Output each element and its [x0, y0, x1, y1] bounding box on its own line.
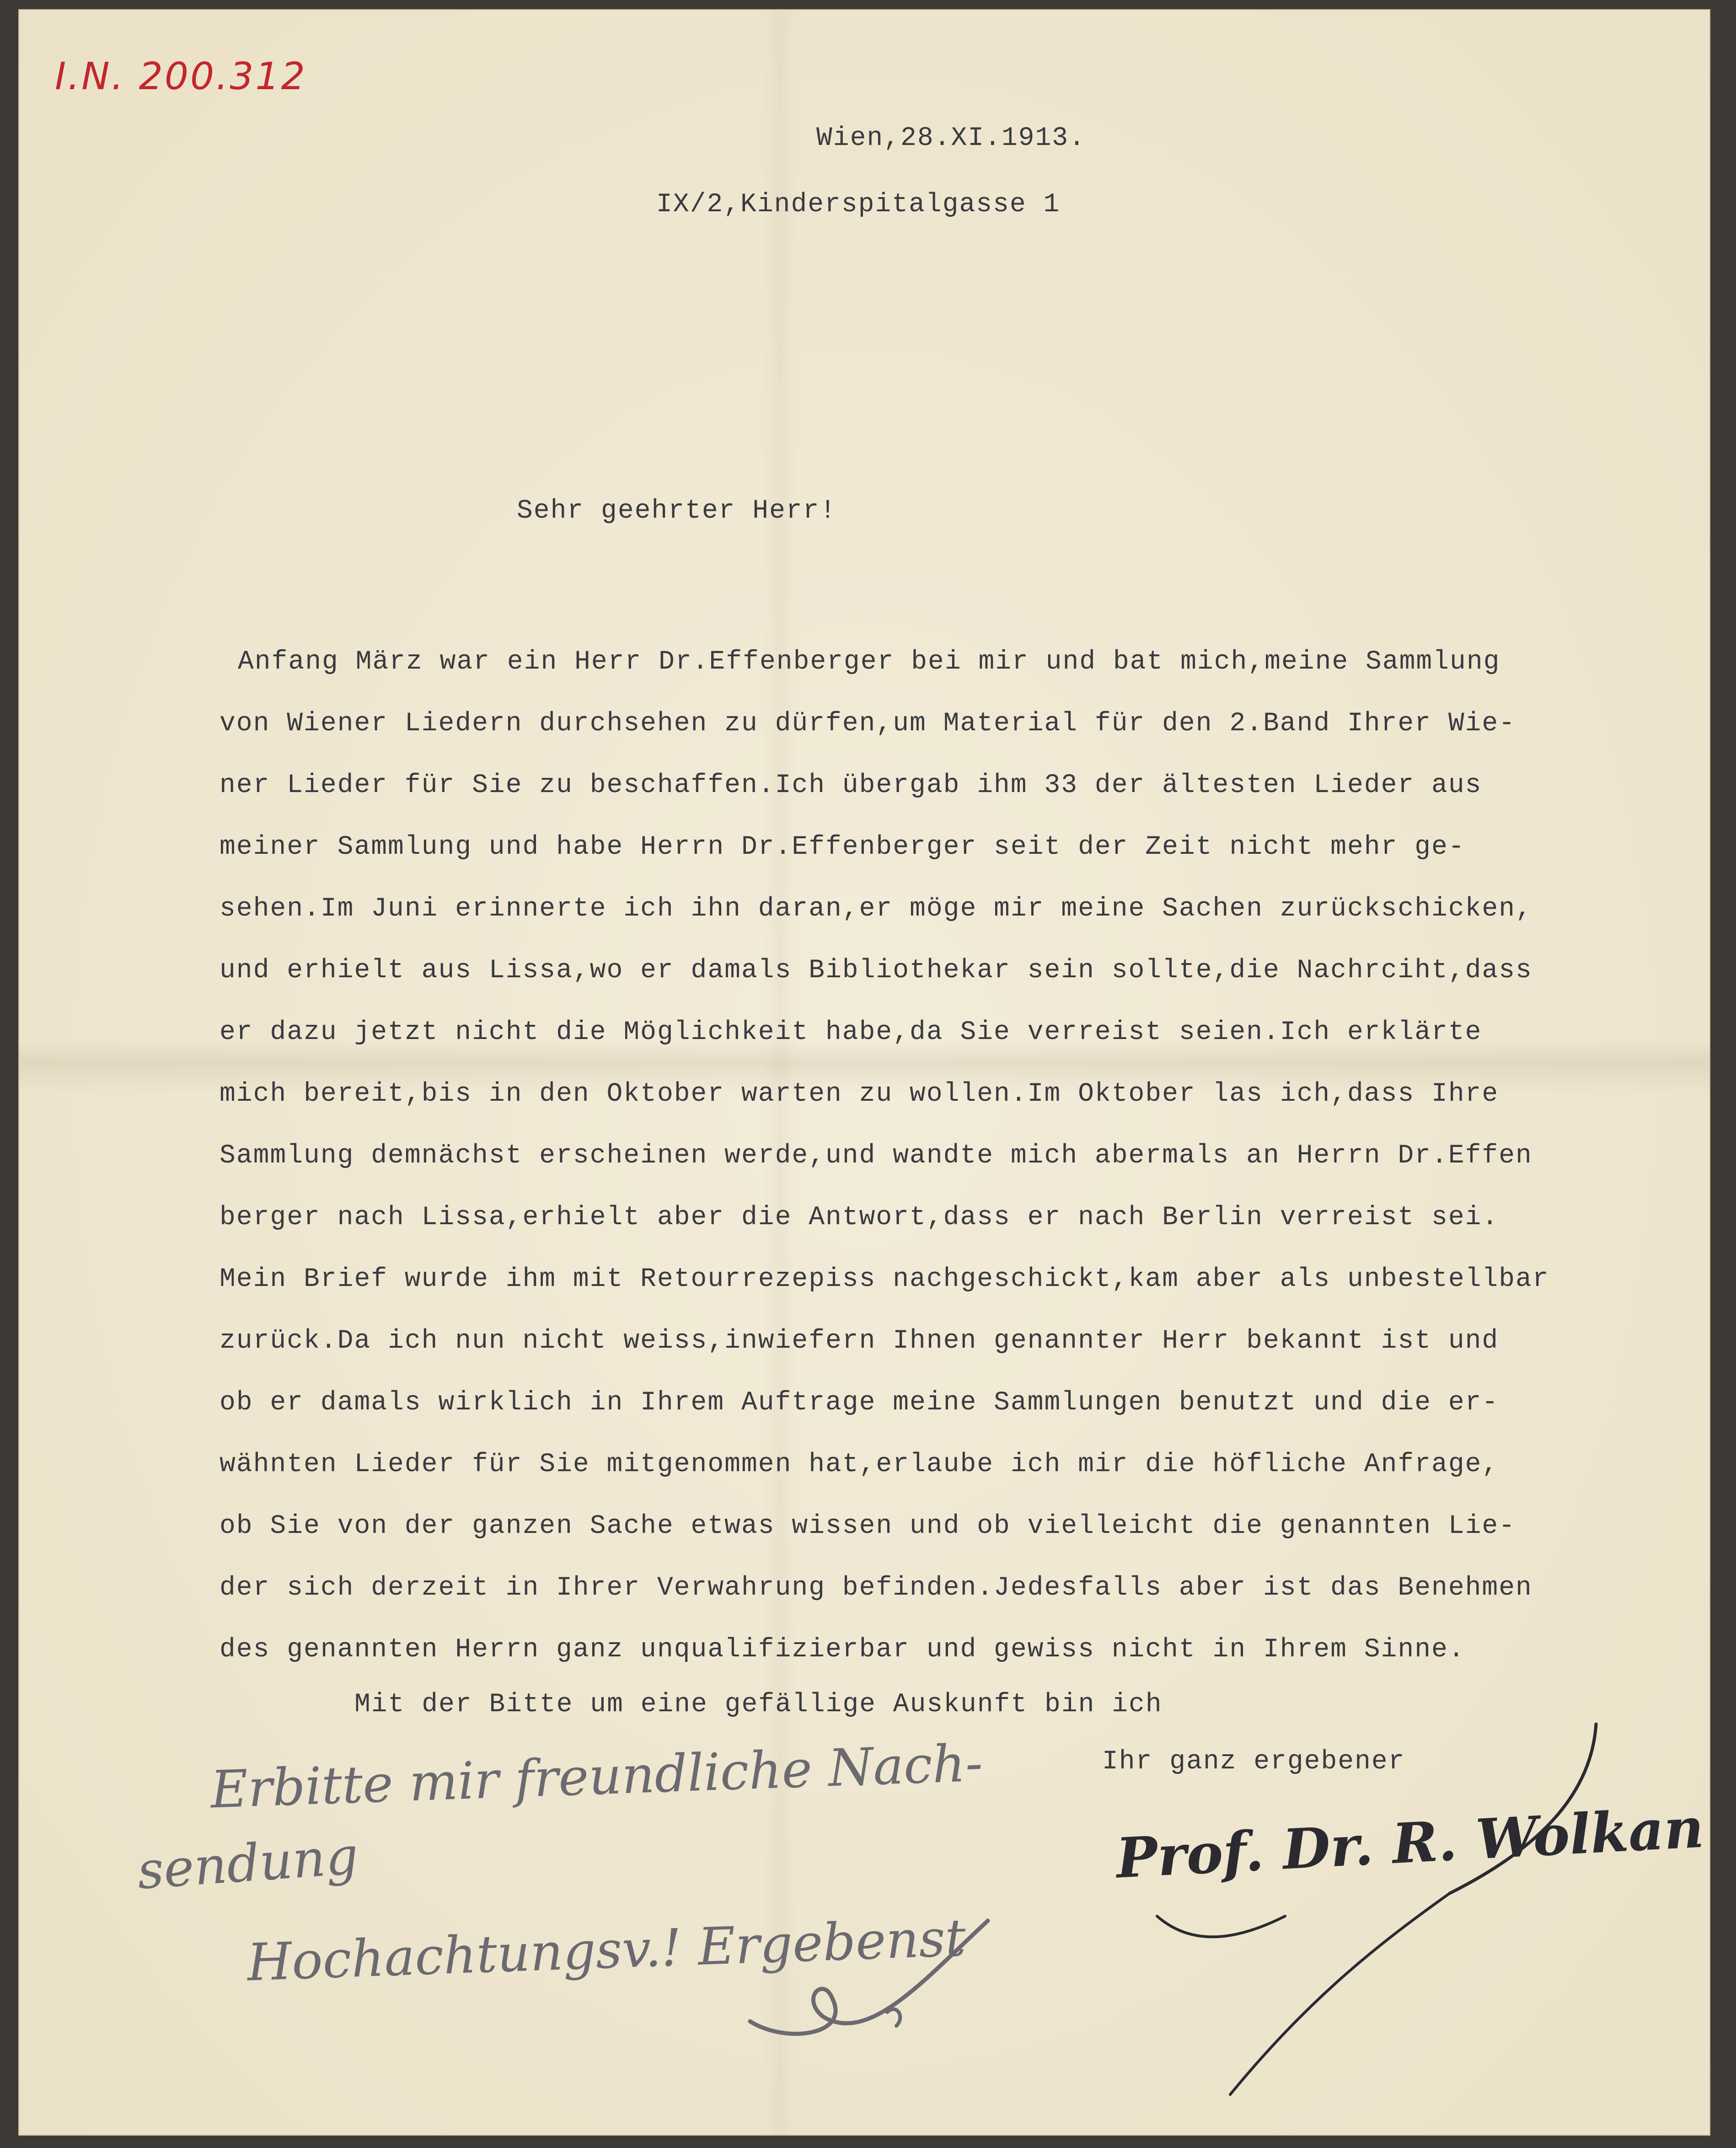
- body-line: zurück.Da ich nun nicht weiss,inwiefern Ihnen genannter Herr bekannt ist und: [220, 1326, 1499, 1356]
- body-line: sehen.Im Juni erinnerte ich ihn daran,er möge mir meine Sachen zurückschicken,: [220, 894, 1532, 924]
- body-line: ner Lieder für Sie zu beschaffen.Ich übergab ihm 33 der ältesten Lieder aus: [220, 771, 1482, 800]
- body-line: berger nach Lissa,erhielt aber die Antwort,dass er nach Berlin verreist sei.: [220, 1203, 1499, 1232]
- body-line: ob er damals wirklich in Ihrem Auftrage meine Sammlungen benutzt und die er-: [220, 1388, 1499, 1418]
- inventory-number: I.N. 200.312: [55, 55, 307, 98]
- body-line: Mein Brief wurde ihm mit Retourrezepiss nachgeschickt,kam aber als unbestellbar: [220, 1264, 1549, 1294]
- body-line: ob Sie von der ganzen Sache etwas wissen und ob vielleicht die genannten Lie-: [220, 1511, 1516, 1541]
- closing-line: Mit der Bitte um eine gefällige Auskunft bin ich: [354, 1690, 1163, 1719]
- signature-text: Prof. Dr. R. Wolkan: [1114, 1795, 1706, 1891]
- letter-date: Wien,28.XI.1913.: [816, 123, 1086, 153]
- body-line: des genannten Herrn ganz unqualifizierbar und gewiss nicht in Ihrem Sinne.: [220, 1635, 1465, 1665]
- handwritten-note-line: Hochachtungsv.! Ergebenst: [246, 1908, 967, 1993]
- salutation: Sehr geehrter Herr!: [517, 496, 837, 526]
- sender-address: IX/2,Kinderspitalgasse 1: [656, 190, 1061, 220]
- body-line: Anfang März war ein Herr Dr.Effenberger bei mir und bat mich,meine Sammlung: [238, 647, 1500, 677]
- handwritten-note-line: sendung: [135, 1826, 360, 1901]
- body-line: von Wiener Liedern durchsehen zu dürfen,um Material für den 2.Band Ihrer Wie-: [220, 709, 1516, 739]
- body-line: er dazu jetzt nicht die Möglichkeit habe,da Sie verreist seien.Ich erklärte: [220, 1018, 1482, 1047]
- body-line: mich bereit,bis in den Oktober warten zu wollen.Im Oktober las ich,dass Ihre: [220, 1079, 1499, 1109]
- body-line: der sich derzeit in Ihrer Verwahrung befinden.Jedesfalls aber ist das Benehmen: [220, 1573, 1532, 1603]
- signature-flourish: [1093, 1701, 1642, 2113]
- body-line: meiner Sammlung und habe Herrn Dr.Effenberger seit der Zeit nicht mehr ge-: [220, 832, 1465, 862]
- body-line: wähnten Lieder für Sie mitgenommen hat,erlaube ich mir die höfliche Anfrage,: [220, 1450, 1499, 1479]
- handwritten-note-line: Erbitte mir freundliche Nach-: [209, 1733, 984, 1820]
- body-line: und erhielt aus Lissa,wo er damals Bibliothekar sein sollte,die Nachrciht,dass: [220, 956, 1532, 986]
- handwritten-initial-flourish: [732, 1907, 1015, 2044]
- letter-page: [18, 9, 1710, 2136]
- body-line: Sammlung demnächst erscheinen werde,und wandte mich abermals an Herrn Dr.Effen: [220, 1141, 1532, 1171]
- complimentary-close: Ihr ganz ergebener: [1102, 1747, 1405, 1777]
